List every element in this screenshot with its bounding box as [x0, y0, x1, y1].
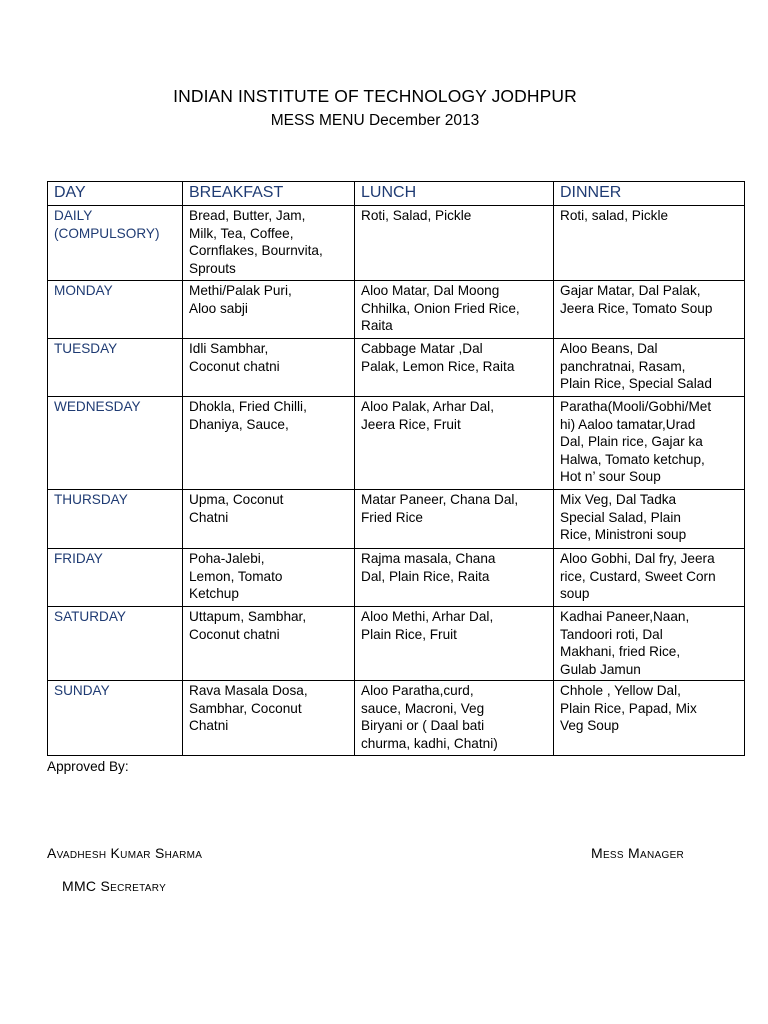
- dinner-cell: Paratha(Mooli/Gobhi/Met hi) Aaloo tamatar,Urad Dal, Plain rice, Gajar ka Halwa, Tomato ketchup, Hot n’ sour Soup: [554, 397, 745, 490]
- lunch-cell: Aloo Palak, Arhar Dal, Jeera Rice, Fruit: [355, 397, 554, 490]
- lunch-cell: Aloo Paratha,curd, sauce, Macroni, Veg Biryani or ( Daal bati churma, kadhi, Chatni): [355, 681, 554, 756]
- day-cell: FRIDAY: [48, 549, 183, 607]
- lunch-cell: Aloo Matar, Dal Moong Chhilka, Onion Fried Rice, Raita: [355, 281, 554, 339]
- table-row: [48, 339, 745, 397]
- signatory-role: MMC Secretary: [62, 878, 167, 894]
- day-cell: DAILY (COMPULSORY): [48, 206, 183, 281]
- mess-manager-label: Mess Manager: [591, 845, 685, 861]
- breakfast-cell: Idli Sambhar, Coconut chatni: [183, 339, 355, 397]
- dinner-cell: Roti, salad, Pickle: [554, 206, 745, 281]
- day-cell: WEDNESDAY: [48, 397, 183, 490]
- dinner-cell: Gajar Matar, Dal Palak, Jeera Rice, Tomato Soup: [554, 281, 745, 339]
- day-cell: SATURDAY: [48, 607, 183, 681]
- table-row: [48, 281, 745, 339]
- table-row: [48, 681, 745, 756]
- table-row: [48, 206, 745, 281]
- day-cell: SUNDAY: [48, 681, 183, 756]
- lunch-cell: Matar Paneer, Chana Dal, Fried Rice: [355, 490, 554, 549]
- dinner-cell: Kadhai Paneer,Naan, Tandoori roti, Dal Makhani, fried Rice, Gulab Jamun: [554, 607, 745, 681]
- dinner-cell: Chhole , Yellow Dal, Plain Rice, Papad, Mix Veg Soup: [554, 681, 745, 756]
- menu-title: MESS MENU December 2013: [270, 112, 480, 129]
- column-header-day: DAY: [48, 182, 183, 206]
- dinner-cell: Mix Veg, Dal Tadka Special Salad, Plain Rice, Ministroni soup: [554, 490, 745, 549]
- table-header-row: [48, 182, 745, 206]
- table-row: [48, 397, 745, 490]
- day-cell: THURSDAY: [48, 490, 183, 549]
- breakfast-cell: Methi/Palak Puri, Aloo sabji: [183, 281, 355, 339]
- lunch-cell: Roti, Salad, Pickle: [355, 206, 554, 281]
- column-header-lunch: LUNCH: [355, 182, 554, 206]
- approved-by-label: Approved By:: [47, 759, 129, 774]
- breakfast-cell: Uttapum, Sambhar, Coconut chatni: [183, 607, 355, 681]
- column-header-breakfast: BREAKFAST: [183, 182, 355, 206]
- breakfast-cell: Poha-Jalebi, Lemon, Tomato Ketchup: [183, 549, 355, 607]
- breakfast-cell: Dhokla, Fried Chilli, Dhaniya, Sauce,: [183, 397, 355, 490]
- lunch-cell: Rajma masala, Chana Dal, Plain Rice, Raita: [355, 549, 554, 607]
- signatory-name: Avadhesh Kumar Sharma: [47, 845, 203, 861]
- column-header-dinner: DINNER: [554, 182, 745, 206]
- mess-menu-table: [47, 181, 745, 756]
- institute-title: INDIAN INSTITUTE OF TECHNOLOGY JODHPUR: [173, 86, 577, 106]
- day-cell: TUESDAY: [48, 339, 183, 397]
- lunch-cell: Aloo Methi, Arhar Dal, Plain Rice, Fruit: [355, 607, 554, 681]
- table-row: [48, 490, 745, 549]
- breakfast-cell: Rava Masala Dosa, Sambhar, Coconut Chatni: [183, 681, 355, 756]
- dinner-cell: Aloo Beans, Dal panchratnai, Rasam, Plain Rice, Special Salad: [554, 339, 745, 397]
- day-cell: MONDAY: [48, 281, 183, 339]
- breakfast-cell: Upma, Coconut Chatni: [183, 490, 355, 549]
- breakfast-cell: Bread, Butter, Jam, Milk, Tea, Coffee, Cornflakes, Bournvita, Sprouts: [183, 206, 355, 281]
- table-row: [48, 549, 745, 607]
- dinner-cell: Aloo Gobhi, Dal fry, Jeera rice, Custard, Sweet Corn soup: [554, 549, 745, 607]
- table-row: [48, 607, 745, 681]
- lunch-cell: Cabbage Matar ,Dal Palak, Lemon Rice, Raita: [355, 339, 554, 397]
